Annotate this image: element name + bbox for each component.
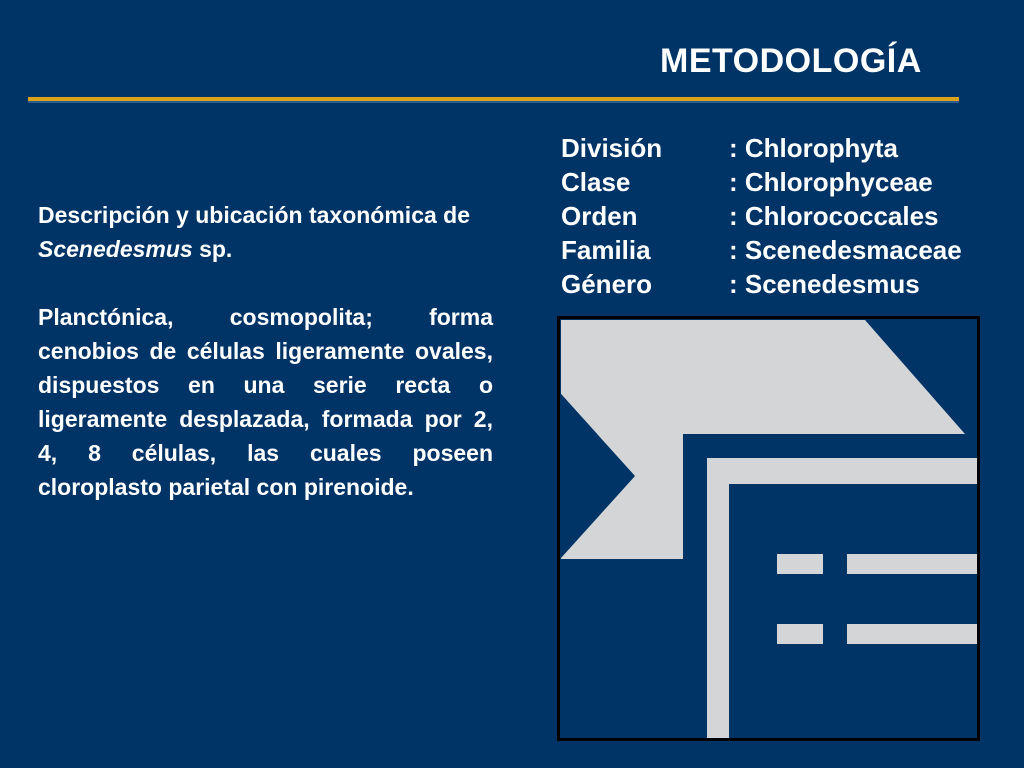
taxonomy-value: : Scenedesmaceae bbox=[729, 234, 962, 265]
picture-placeholder bbox=[557, 316, 980, 741]
taxonomy-rank: Familia bbox=[561, 234, 651, 265]
taxonomy-value: : Chlorococcales bbox=[729, 200, 939, 231]
taxonomy-row-clase bbox=[561, 165, 962, 199]
taxonomy-row-familia bbox=[561, 233, 962, 267]
taxonomy-rank: Género bbox=[561, 268, 653, 299]
description-block bbox=[38, 198, 493, 504]
taxonomy-value: : Chlorophyta bbox=[729, 132, 898, 163]
slide-title: METODOLOGÍA bbox=[660, 42, 922, 80]
taxonomy-row-genero bbox=[561, 267, 962, 301]
taxonomy-value: : Scenedesmus bbox=[729, 268, 920, 299]
description-heading bbox=[38, 198, 493, 266]
heading-suffix: sp. bbox=[192, 236, 233, 262]
description-body: Planctónica, cosmopolita; forma cenobios de células ligeramente ovales, dispuestos en una serie recta o ligeramente desplazada, formada por 2, 4, 8 células, las cuales poseen cloroplasto parietal con pirenoide. bbox=[38, 304, 493, 500]
taxonomy-rank: Clase bbox=[561, 166, 631, 197]
genus-name: Scenedesmus bbox=[38, 236, 193, 262]
taxonomy-row-division bbox=[561, 131, 962, 165]
taxonomy-rank: Orden bbox=[561, 200, 638, 231]
heading-prefix: Descripción y ubicación taxonómica de bbox=[38, 202, 471, 228]
taxonomy-value: : Chlorophyceae bbox=[729, 166, 933, 197]
picture-placeholder-icon bbox=[557, 316, 980, 741]
taxonomy-row-orden bbox=[561, 199, 962, 233]
taxonomy-table bbox=[561, 131, 962, 301]
title-divider-blue bbox=[28, 101, 959, 103]
taxonomy-rank: División bbox=[561, 132, 663, 163]
